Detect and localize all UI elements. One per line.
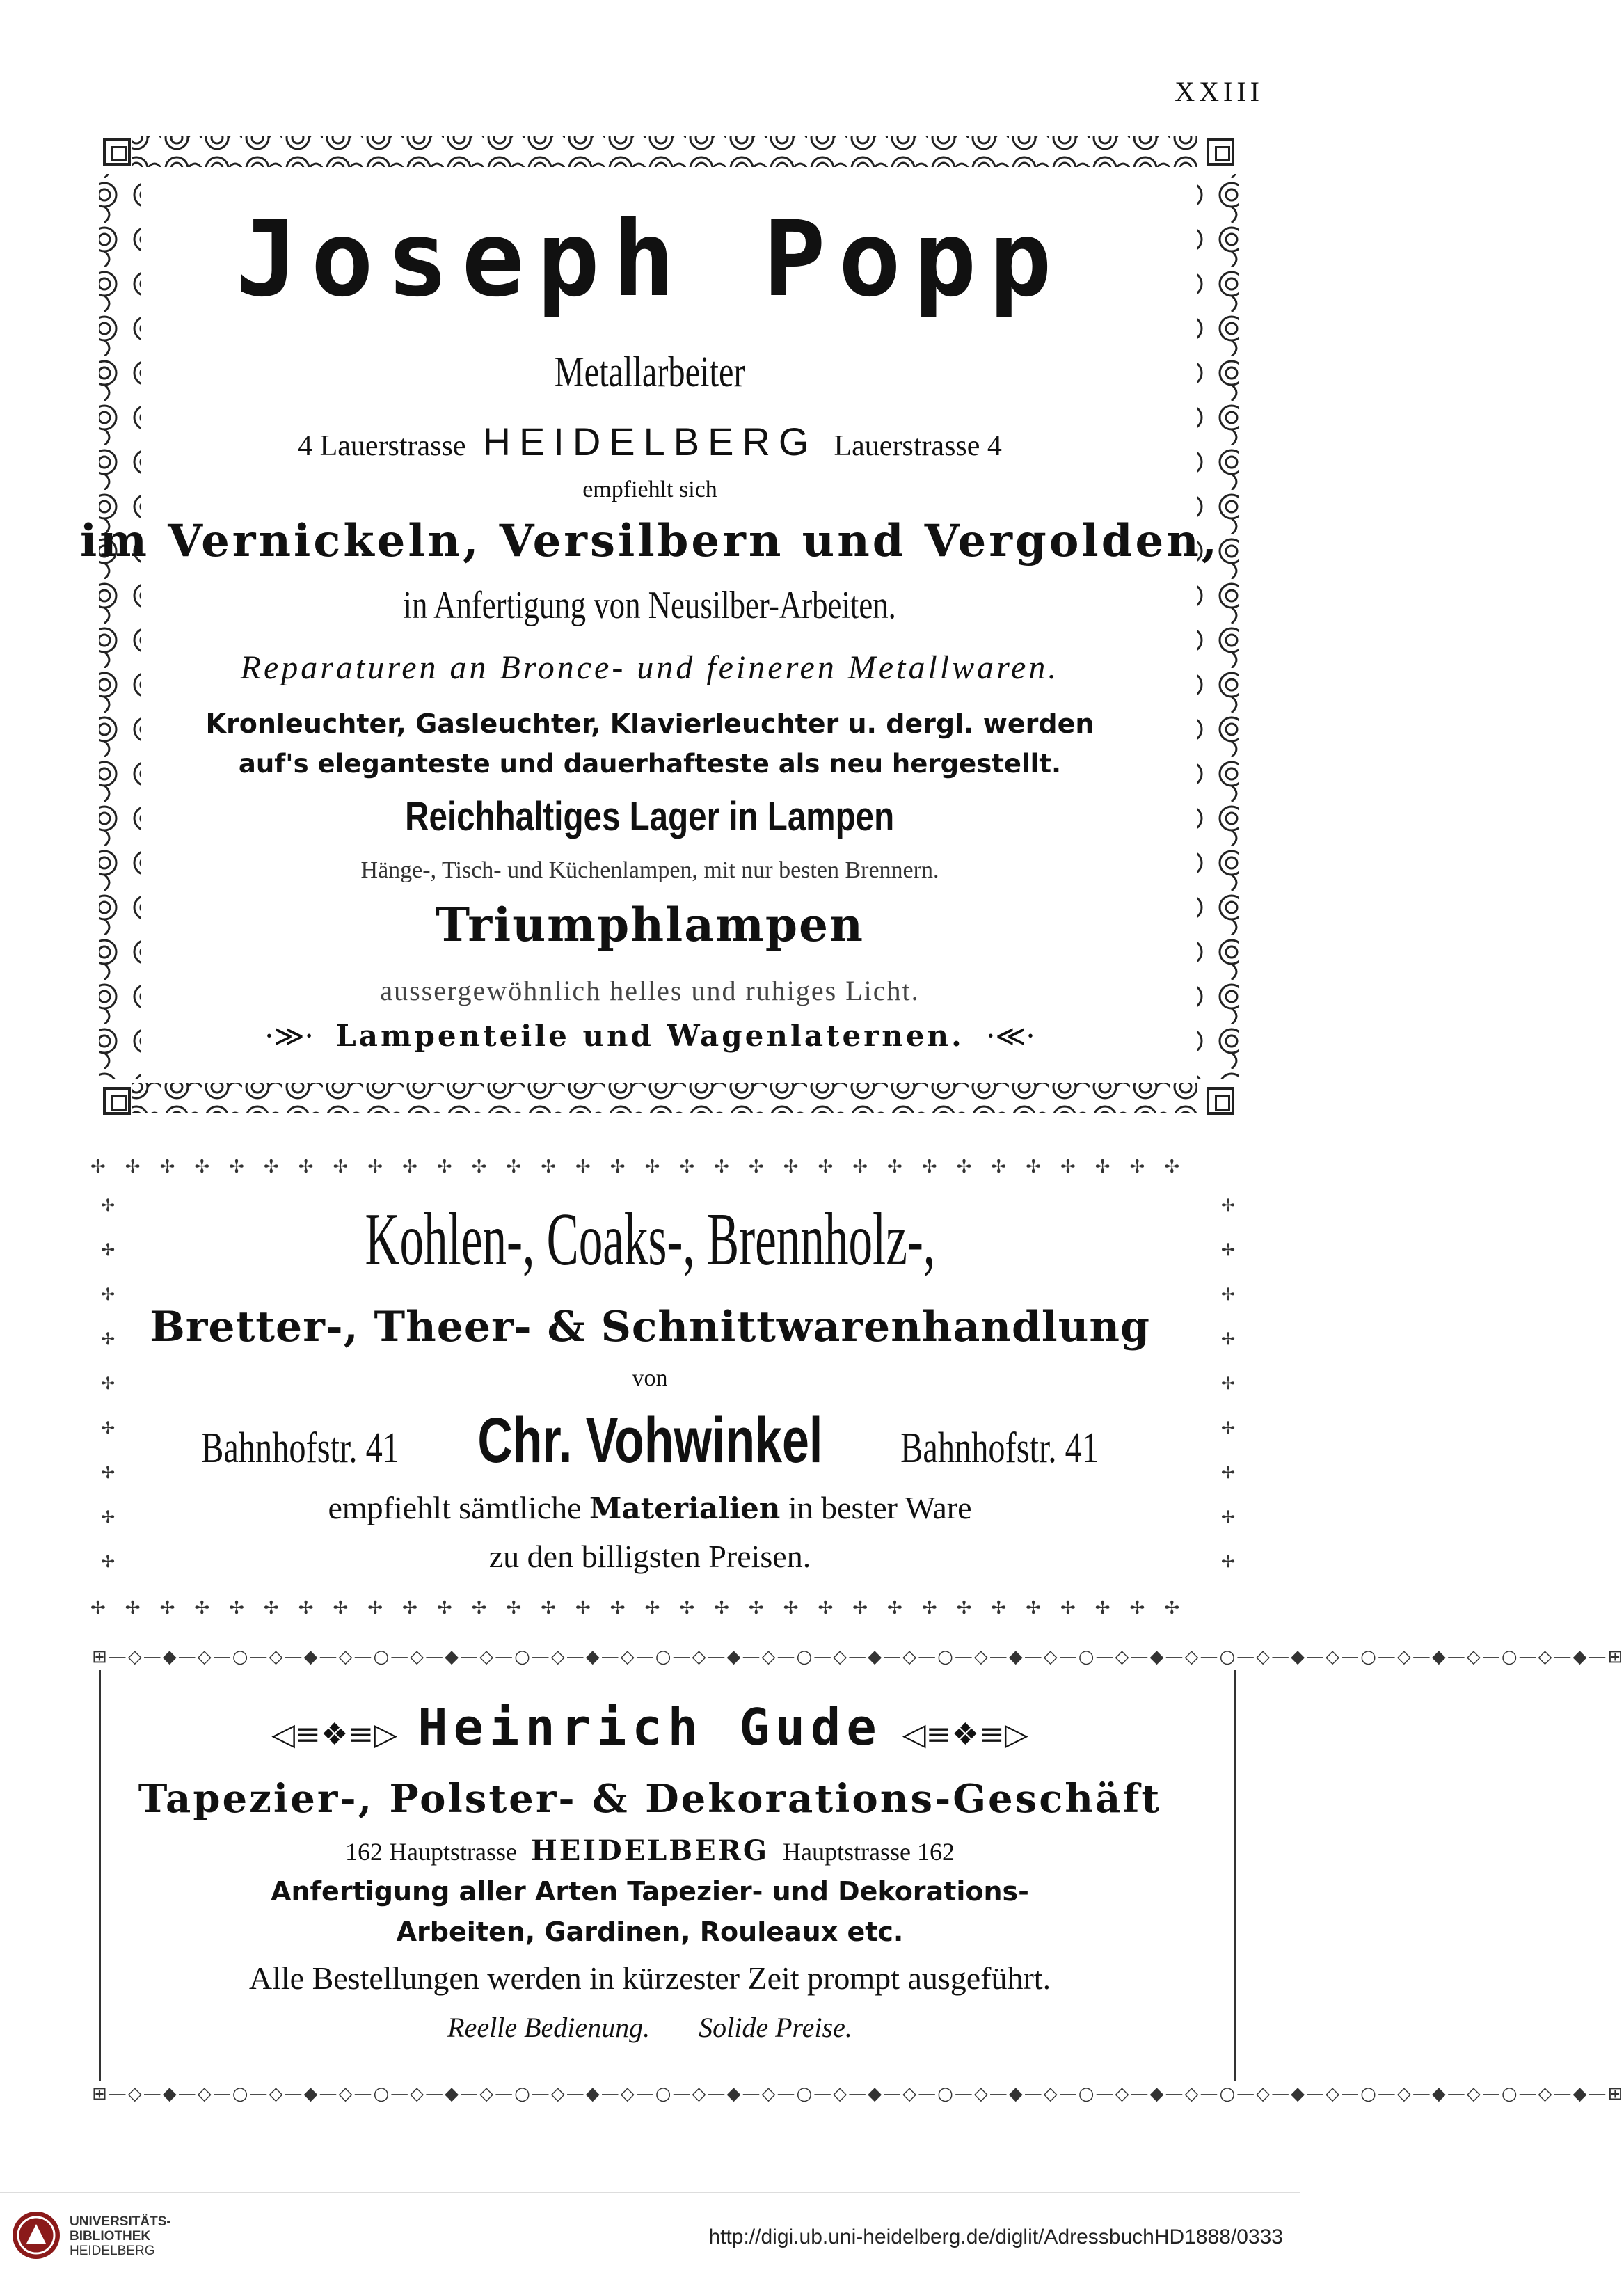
chandeliers-line-1: Kronleuchter, Gasleuchter, Klavierleuchter u. dergl. werden	[205, 708, 1094, 739]
trade: Tapezier-, Polster- & Dekorations-Geschäft	[138, 1776, 1162, 1822]
stock-heading-text: Reichhaltiges Lager in Lampen	[405, 794, 895, 839]
logo-line-3: HEIDELBERG	[70, 2244, 155, 2258]
triumph-detail: aussergewöhnlich helles und ruhiges Licht.	[380, 975, 920, 1006]
address-left: 162 Hauptstrasse	[345, 1838, 517, 1866]
line-4b: Solide Preise.	[699, 2012, 852, 2043]
logo-line-1: UNIVERSITÄTS-	[70, 2214, 171, 2229]
repairs: Reparaturen an Bronce- und feineren Metallwaren.	[240, 649, 1060, 686]
corner-ornament	[103, 138, 131, 166]
subheading: Bretter-, Theer- & Schnittwarenhandlung	[150, 1303, 1150, 1351]
triumph-heading: Triumphlampen	[436, 898, 864, 952]
address-line	[0, 419, 1300, 464]
ad-vohwinkel	[0, 1141, 1300, 1628]
flourish-icon: ◁≡❖≡▷	[271, 1717, 398, 1752]
chain-border-bottom: ⊞—◇—◆—◇—○—◇—◆—◇—○—◇—◆—◇—○—◇—◆—◇—○—◇—◆—◇—○—◇—◆—◇—○—◇—◆—◇—○—◇—◆—◇—○—◇—◆—◇—○—◇—◆—◇—○—◇—◆—⊞	[92, 2084, 1624, 2104]
stock-detail: Hänge-, Tisch- und Küchenlampen, mit nur besten Brennern.	[360, 857, 939, 883]
logo-line-2: BIBLIOTHEK	[70, 2229, 151, 2244]
advertiser-name: Joseph Popp	[235, 199, 1065, 320]
line-2: Arbeiten, Gardinen, Rouleaux etc.	[396, 1916, 904, 1947]
name-line	[0, 1404, 1300, 1477]
chandeliers-line-2: auf's eleganteste und dauerhafteste als neu hergestellt.	[238, 749, 1062, 779]
library-logo-text	[70, 2214, 171, 2258]
heading	[0, 1197, 1300, 1283]
corner-ornament	[1207, 138, 1234, 166]
von: von	[632, 1365, 668, 1391]
flourish-icon: ·≫·	[264, 1019, 314, 1053]
line-4a: Reelle Bedienung.	[447, 2012, 651, 2043]
line1-post: in bester Ware	[788, 1490, 972, 1525]
advertiser-name: Heinrich Gude	[417, 1698, 882, 1756]
chain-border-top: ⊞—◇—◆—◇—○—◇—◆—◇—○—◇—◆—◇—○—◇—◆—◇—○—◇—◆—◇—○—◇—◆—◇—○—◇—◆—◇—○—◇—◆—◇—○—◇—◆—◇—○—◇—◆—◇—○—◇—◆—⊞	[92, 1646, 1624, 1667]
services-line-2: in Anfertigung von Neusilber-Arbeiten.	[403, 584, 897, 627]
heading-text: Kohlen-, Coaks-, Brennholz-,	[365, 1198, 935, 1281]
line-4	[0, 2011, 1300, 2044]
stock-heading	[0, 793, 1300, 840]
parts-text: Lampenteile und Wagenlaternen.	[335, 1019, 964, 1053]
materials-line	[0, 1489, 1300, 1526]
page-number: XXIII	[1175, 76, 1264, 107]
address-left: Bahnhofstr. 41	[200, 1424, 399, 1472]
dotted-border-right: ✢ ✢ ✢ ✢ ✢ ✢ ✢ ✢ ✢	[1220, 1196, 1236, 1571]
trade-text: Metallarbeiter	[555, 349, 745, 396]
flourish-icon: ·≪·	[986, 1019, 1035, 1053]
advertiser-name: Chr. Vohwinkel	[477, 1405, 822, 1476]
line-3: Alle Bestellungen werden in kürzester Zeit prompt ausgeführt.	[248, 1960, 1051, 1996]
line-1: Anfertigung aller Arten Tapezier- und Dekorations-	[271, 1876, 1029, 1907]
name-line	[0, 1698, 1300, 1756]
corner-ornament	[1207, 1087, 1234, 1115]
city: HEIDELBERG	[531, 1834, 769, 1867]
line1-bold: Materialien	[589, 1491, 781, 1525]
prices-line: zu den billigsten Preisen.	[488, 1539, 811, 1574]
city: HEIDELBERG	[482, 420, 818, 463]
address-right: Lauerstrasse 4	[834, 430, 1002, 462]
parts-line	[0, 1019, 1300, 1053]
dotted-border-left: ✢ ✢ ✢ ✢ ✢ ✢ ✢ ✢ ✢	[100, 1196, 116, 1571]
dotted-border-bottom: ✢✢✢✢✢✢✢✢✢✢✢✢✢✢✢✢✢✢✢✢✢✢✢✢✢✢✢✢✢✢✢✢	[90, 1598, 1200, 1619]
services-line-1: im Vernickeln, Versilbern und Vergolden,	[79, 515, 1220, 567]
trade	[0, 348, 1300, 397]
source-url-link[interactable]: http://digi.ub.uni-heidelberg.de/diglit/AdressbuchHD1888/0333	[708, 2225, 1283, 2248]
address-line	[0, 1834, 1300, 1867]
ad-gude	[0, 1628, 1624, 2116]
corner-ornament	[103, 1087, 131, 1115]
address-right: Hauptstrasse 162	[783, 1838, 955, 1866]
address-left: 4 Lauerstrasse	[298, 430, 466, 462]
dotted-border-top: ✢✢✢✢✢✢✢✢✢✢✢✢✢✢✢✢✢✢✢✢✢✢✢✢✢✢✢✢✢✢✢✢	[90, 1157, 1200, 1177]
line1-pre: empfiehlt sämtliche	[328, 1490, 582, 1525]
flourish-icon: ◁≡❖≡▷	[902, 1717, 1028, 1752]
university-library-logo	[11, 2210, 61, 2260]
ad-popp	[0, 0, 1300, 1127]
recommends: empfiehlt sich	[582, 477, 717, 502]
services-line-2-wrap	[0, 583, 1300, 628]
address-right: Bahnhofstr. 41	[900, 1424, 1099, 1472]
